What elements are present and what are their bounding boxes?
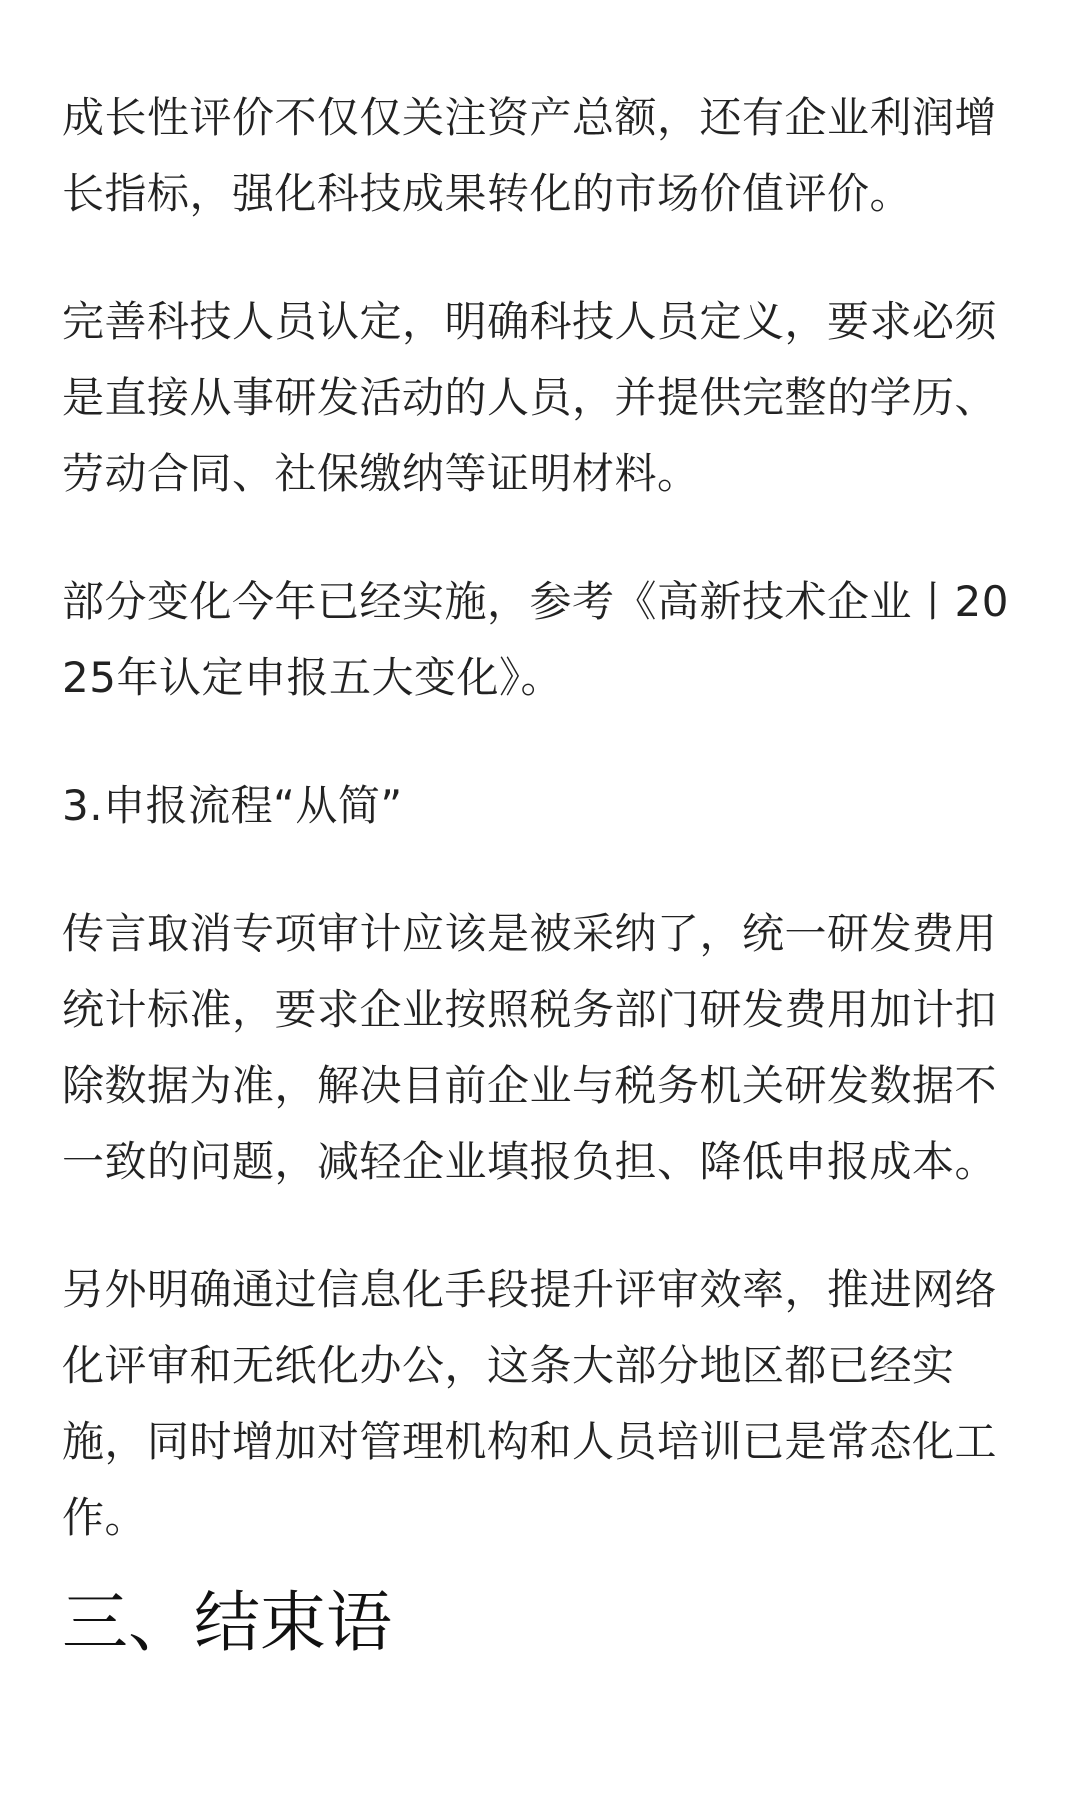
text-line: 部分变化今年已经实施，参考《高新技术企业丨20 xyxy=(62,577,1009,626)
text-line: 25年认定申报五大变化》。 xyxy=(62,653,563,702)
text-line: 统计标准，要求企业按照税务部门研发费用加计扣 xyxy=(62,985,998,1034)
section-heading-conclusion: 三、结束语 xyxy=(62,1584,392,1661)
text-line: 另外明确通过信息化手段提升评审效率，推进网络 xyxy=(62,1265,998,1314)
text-line: 3.申报流程“从简” xyxy=(62,781,403,830)
text-line: 长指标，强化科技成果转化的市场价值评价。 xyxy=(62,169,913,218)
text-line: 传言取消专项审计应该是被采纳了，统一研发费用 xyxy=(62,909,998,958)
article-body xyxy=(62,80,1022,1556)
paragraph-growth-evaluation xyxy=(62,80,1022,232)
text-line: 是直接从事研发活动的人员，并提供完整的学历、 xyxy=(62,373,998,422)
text-line: 成长性评价不仅仅关注资产总额，还有企业利润增 xyxy=(62,93,998,142)
paragraph-tech-personnel xyxy=(62,284,1022,512)
text-line: 完善科技人员认定，明确科技人员定义，要求必须 xyxy=(62,297,998,346)
text-line: 作。 xyxy=(62,1493,148,1542)
text-line: 劳动合同、社保缴纳等证明材料。 xyxy=(62,449,700,498)
text-line: 化评审和无纸化办公，这条大部分地区都已经实 xyxy=(62,1341,955,1390)
subheading-simplified-process xyxy=(62,768,1022,844)
text-line: 一致的问题，减轻企业填报负担、降低申报成本。 xyxy=(62,1137,998,1186)
text-line: 施，同时增加对管理机构和人员培训已是常态化工 xyxy=(62,1417,998,1466)
paragraph-informatization xyxy=(62,1252,1022,1556)
text-line: 除数据为准，解决目前企业与税务机关研发数据不 xyxy=(62,1061,998,1110)
paragraph-audit xyxy=(62,896,1022,1200)
paragraph-reference xyxy=(62,564,1022,716)
